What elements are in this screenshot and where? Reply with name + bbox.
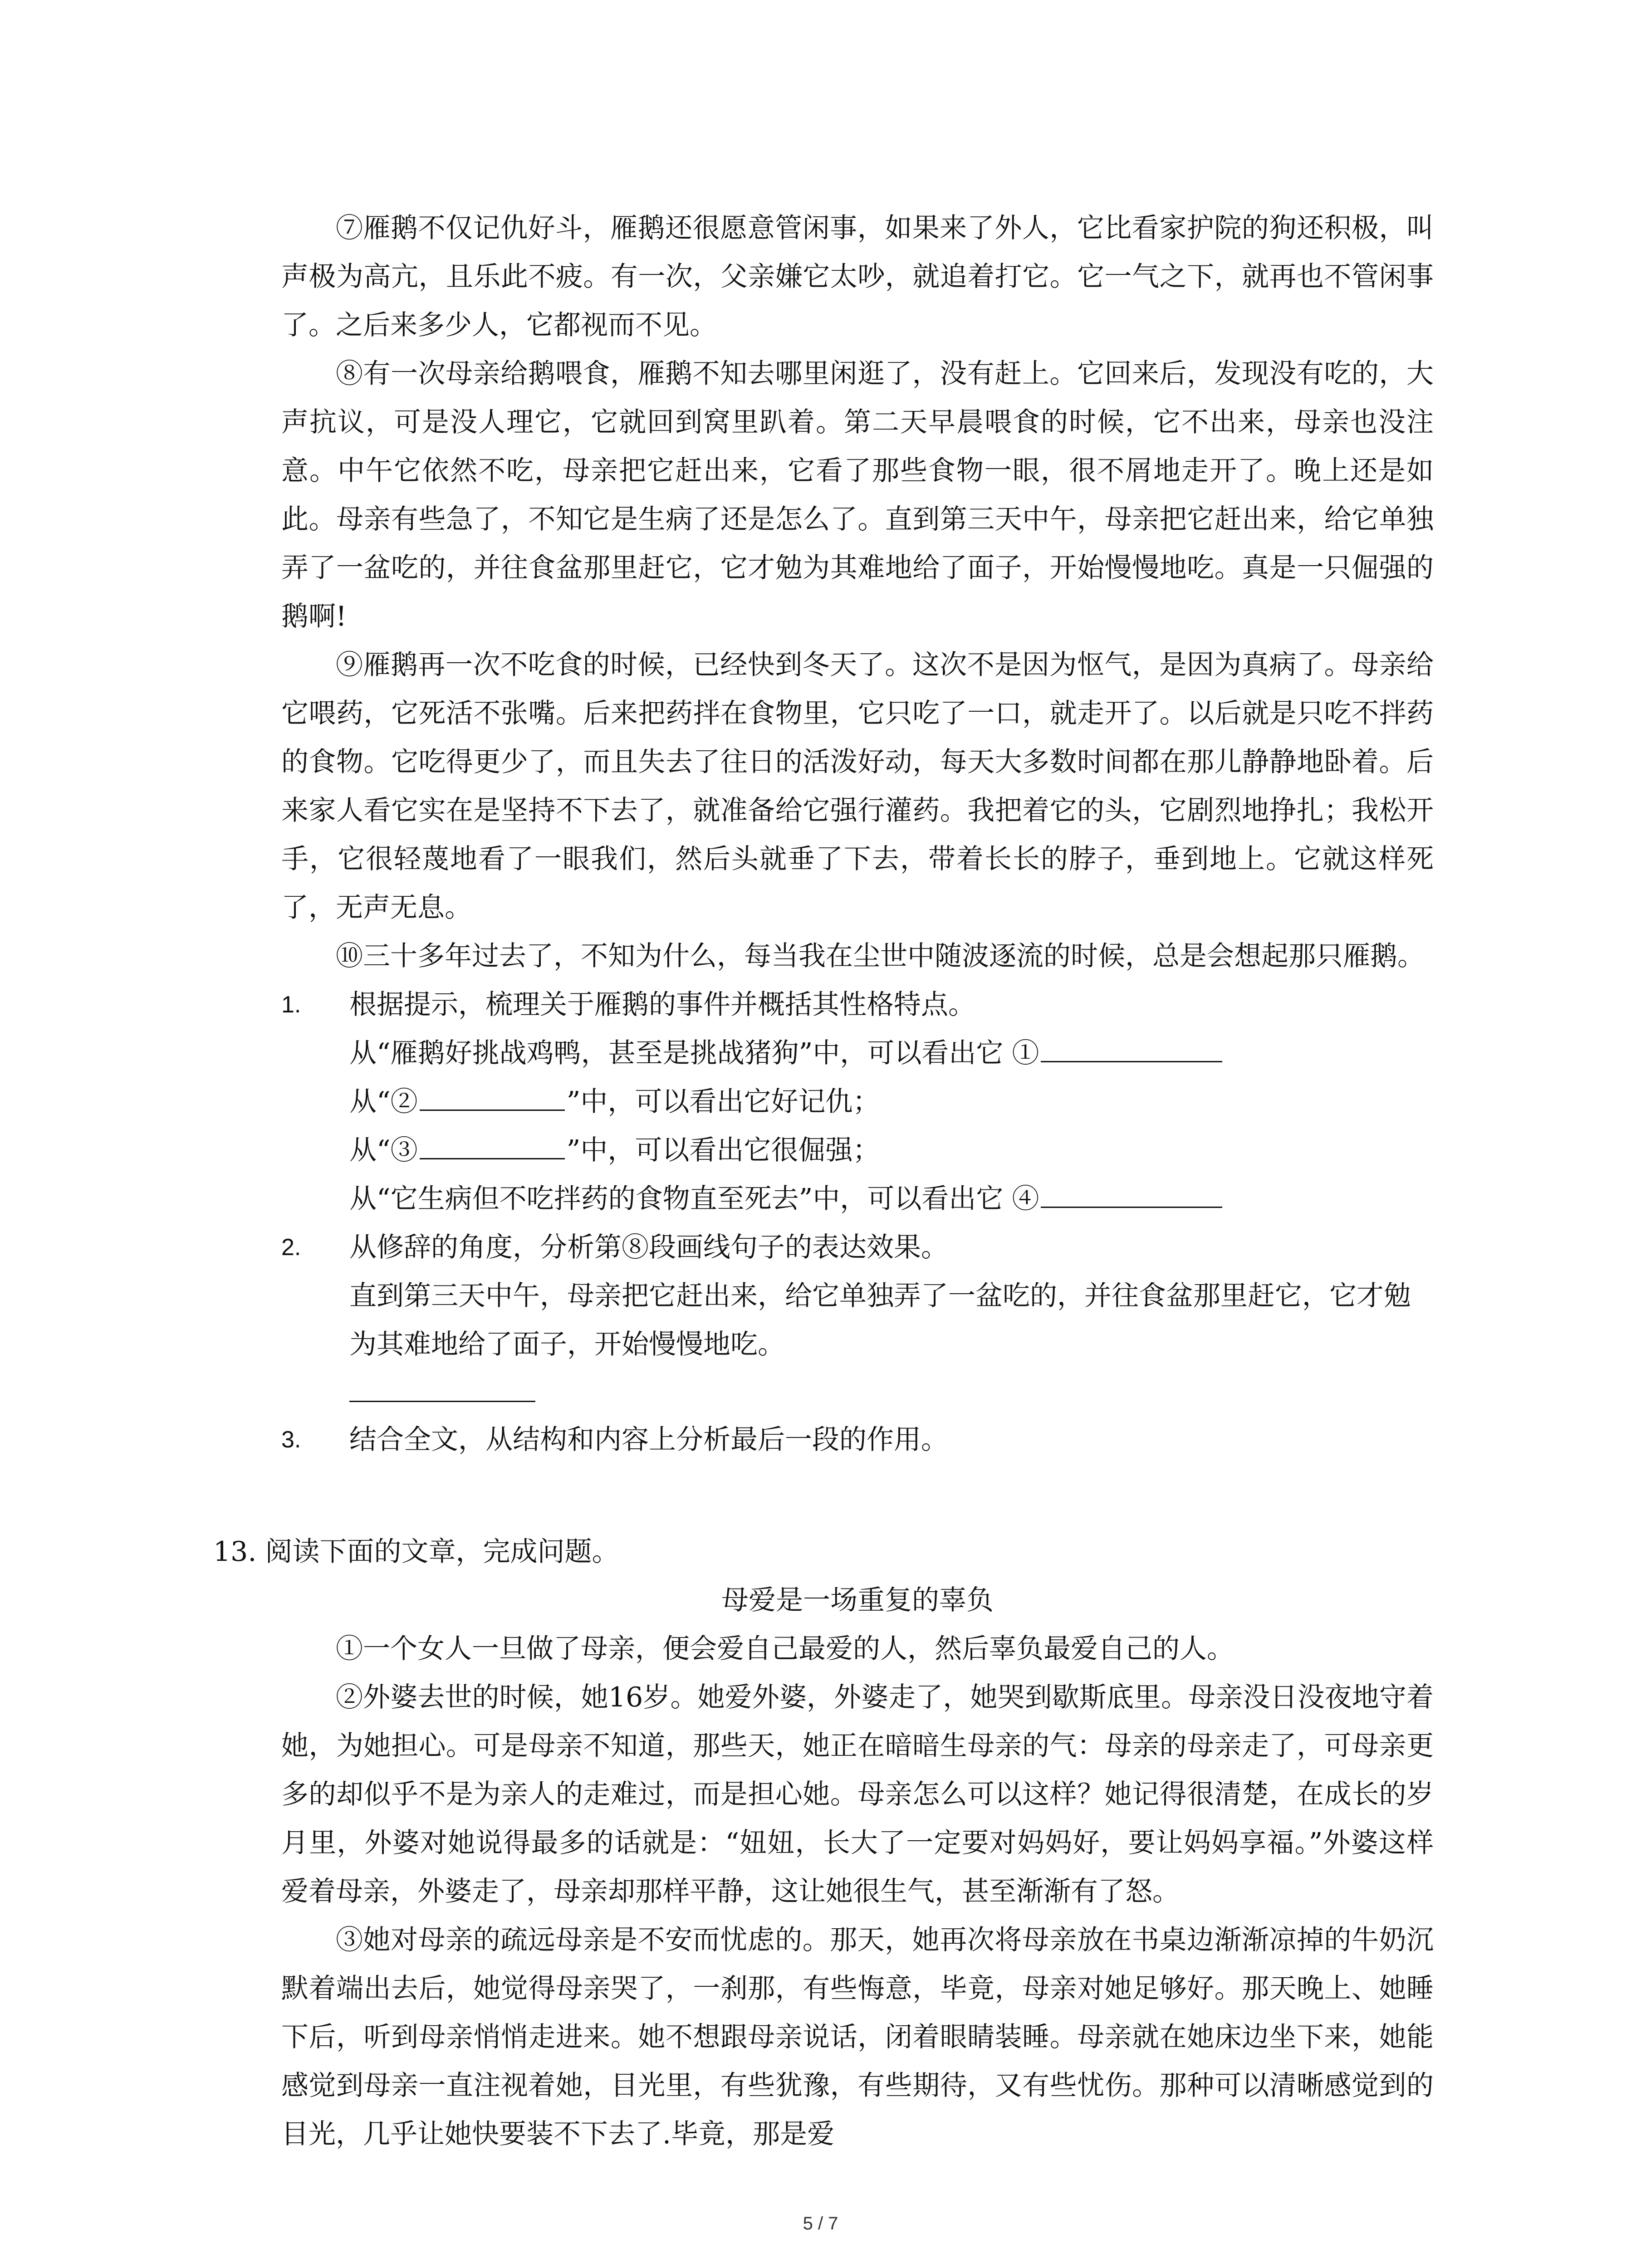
question-1: [281, 981, 1434, 1029]
article-paragraph-1: ①一个女人一旦做了母亲，便会爱自己最爱的人，然后辜负最爱自己的人。: [336, 1633, 1234, 1665]
paragraph-7: ⑦雁鹅不仅记仇好斗，雁鹅还很愿意管闲事，如果来了外人，它比看家护院的狗还积极，叫声极为高亢，且乐此不疲。有一次，父亲嫌它太吵，就追着打它。它一气之下，就再也不管闲事了。之后来多少人，它都视而不见。: [281, 212, 1434, 341]
question-1-line-1-text: 从“雁鹅好挑战鸡鸭，甚至是挑战猪狗”中，可以看出它 ①: [349, 1037, 1039, 1069]
section-13-heading: 13. 阅读下面的文章，完成问题。: [213, 1536, 619, 1568]
answer-blank-1[interactable]: [1041, 1033, 1222, 1062]
answer-blank-3[interactable]: [420, 1130, 565, 1159]
question-1-stem: 根据提示，梳理关于雁鹅的事件并概括其性格特点。: [349, 989, 975, 1021]
question-3-stem: 结合全文，从结构和内容上分析最后一段的作用。: [349, 1424, 948, 1456]
answer-blank-2[interactable]: [420, 1081, 565, 1111]
article-paragraph-2: ②外婆去世的时候，她16岁。她爱外婆，外婆走了，她哭到歇斯底里。母亲没日没夜地守着她，为她担心。可是母亲不知道，那些天，她正在暗暗生母亲的气：母亲的母亲走了，可母亲更多的却似乎不是为亲人的走难过，而是担心她。母亲怎么可以这样？她记得很清楚，在成长的岁月里，外婆对她说得最多的话就是：“妞妞，长大了一定要对妈妈好，要让妈妈享福。”外婆这样爱着母亲，外婆走了，母亲却那样平静，这让她很生气，甚至渐渐有了怒。: [281, 1681, 1434, 1907]
page-number: 5 / 7: [803, 2214, 838, 2234]
question-1-line-2: [281, 1078, 1434, 1126]
question-1-number: 1.: [281, 992, 301, 1018]
question-1-line-3-post: ”中，可以看出它很倔强；: [566, 1134, 880, 1166]
question-3: [281, 1416, 1434, 1464]
question-1-line-3: [281, 1126, 1434, 1175]
paragraph-8: ⑧有一次母亲给鹅喂食，雁鹅不知去哪里闲逛了，没有赶上。它回来后，发现没有吃的，大声抗议，可是没人理它，它就回到窝里趴着。第二天早晨喂食的时候，它不出来，母亲也没注意。中午它依然不吃，母亲把它赶出来，它看了那些食物一眼，很不屑地走开了。晚上还是如此。母亲有些急了，不知它是生病了还是怎么了。直到第三天中午，母亲把它赶出来，给它单独弄了一盆吃的，并往食盆那里赶它，它才勉为其难地给了面子，开始慢慢地吃。真是一只倔强的鹅啊!: [281, 358, 1434, 632]
question-1-line-1: [281, 1029, 1434, 1078]
paragraph-10: ⑩三十多年过去了，不知为什么，每当我在尘世中随波逐流的时候，总是会想起那只雁鹅。: [336, 940, 1425, 972]
question-1-line-4: [281, 1175, 1434, 1223]
answer-line-2[interactable]: [349, 1387, 535, 1402]
question-3-number: 3.: [281, 1427, 301, 1453]
question-2-stem: 从修辞的角度，分析第⑧段画线句子的表达效果。: [349, 1232, 948, 1263]
question-1-line-2-post: ”中，可以看出它好记仇；: [566, 1086, 880, 1118]
question-1-line-4-text: 从“它生病但不吃拌药的食物直至死去”中，可以看出它 ④: [349, 1183, 1039, 1215]
question-2-number: 2.: [281, 1234, 301, 1261]
article-title: 母爱是一场重复的辜负: [721, 1584, 994, 1616]
question-2-quote: 直到第三天中午，母亲把它赶出来，给它单独弄了一盆吃的，并往食盆那里赶它，它才勉为其难地给了面子，开始慢慢地吃。: [349, 1280, 1411, 1360]
question-2: [281, 1223, 1434, 1369]
question-1-line-2-pre: 从“②: [349, 1086, 418, 1118]
page-content: [213, 204, 1434, 2159]
article-paragraph-3: ③她对母亲的疏远母亲是不安而忧虑的。那天，她再次将母亲放在书桌边渐渐凉掉的牛奶沉默着端出去后，她觉得母亲哭了，一刹那，有些悔意，毕竟，母亲对她足够好。那天晚上、她睡下后，听到母亲悄悄走进来。她不想跟母亲说话，闭着眼睛装睡。母亲就在她床边坐下来，她能感觉到母亲一直注视着她，目光里，有些犹豫，有些期待，又有些忧伤。那种可以清晰感觉到的目光，几乎让她快要装不下去了.毕竟，那是爱: [281, 1924, 1434, 2150]
question-1-line-3-pre: 从“③: [349, 1134, 418, 1166]
paragraph-9: ⑨雁鹅再一次不吃食的时候，已经快到冬天了。这次不是因为怄气，是因为真病了。母亲给它喂药，它死活不张嘴。后来把药拌在食物里，它只吃了一口，就走开了。以后就是只吃不拌药的食物。它吃得更少了，而且失去了往日的活泼好动，每天大多数时间都在那儿静静地卧着。后来家人看它实在是坚持不下去了，就准备给它强行灌药。我把着它的头，它剧烈地挣扎；我松开手，它很轻蔑地看了一眼我们，然后头就垂了下去，带着长长的脖子，垂到地上。它就这样死了，无声无息。: [281, 649, 1434, 924]
answer-blank-4[interactable]: [1041, 1178, 1222, 1208]
